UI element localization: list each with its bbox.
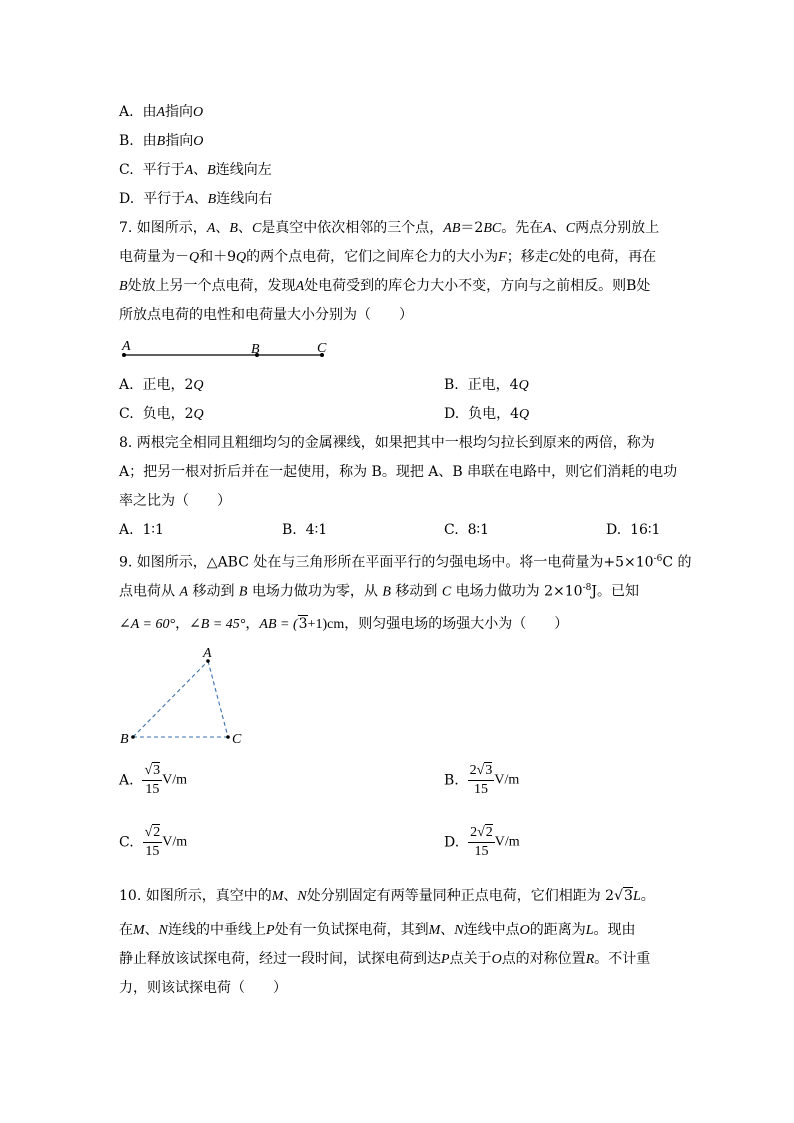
- side-ab: [133, 661, 208, 737]
- q10-stem-line-3: 静止释放该试探电荷，经过一段时间，试探电荷到达P点关于O点的对称位置R。不计重: [119, 951, 651, 967]
- q6-option-d: D. 平行于A、B连线向右: [119, 191, 273, 207]
- q7-stem-line-3: B处放上另一个点电荷，发现A处电荷受到的库仑力大小不变，方向与之前相反。则B处: [119, 278, 651, 294]
- label-a: A: [122, 339, 131, 354]
- label-b: B: [120, 732, 129, 747]
- q7-stem-line-4: 所放点电荷的电性和电荷量大小分别为（ ）: [119, 307, 413, 323]
- q10-stem-line-2: 在M、N连线的中垂线上P处有一负试探电荷，其到M、N连线中点O的距离为L。现由: [119, 922, 636, 938]
- vertex-b-dot: [131, 735, 135, 739]
- q6-option-b: B. 由B指向O: [119, 133, 204, 149]
- q7-option-a[interactable]: A. 正电，2Q: [119, 377, 204, 393]
- q6-option-c: C. 平行于A、B连线向左: [119, 162, 272, 178]
- label-c: C: [232, 732, 242, 747]
- q10-stem-line-4: 力，则该试探电荷（ ）: [119, 980, 287, 996]
- q8-option-c[interactable]: C. 8∶1: [444, 522, 490, 538]
- q9-stem-line-3: ∠A = 60°，∠B = 45°，AB = (3+1)cm，则匀强电场的场强大小为（ ）: [119, 616, 569, 632]
- q9-option-d[interactable]: D. $\frac{2√2}{15}$ V/m: [444, 825, 520, 859]
- q7-option-c[interactable]: C. 负电，2Q: [119, 406, 204, 422]
- q7-option-b[interactable]: B. 正电，4Q: [444, 377, 529, 393]
- q9-stem-line-1: 9. 如图所示，△ABC 处在与三角形所在平面平行的匀强电场中。将一电荷量为$+5\times 10^{-6}C$ 的: [119, 554, 692, 571]
- label-c: C: [317, 341, 327, 356]
- q9-figure-triangle-abc: [114, 644, 254, 750]
- q8-stem-line-2: A；把另一根对折后并在一起使用，称为 B。现把 A、B 串联在电路中，则它们消耗的电功: [119, 464, 678, 480]
- q9-option-c[interactable]: C. $\frac{√2}{15}$ V/m: [119, 825, 188, 859]
- vertex-c-dot: [226, 735, 230, 739]
- label-b: B: [251, 342, 260, 357]
- q8-stem-line-3: 率之比为（ ）: [119, 493, 231, 509]
- q7-figure-line-abc: [115, 336, 335, 362]
- q6-option-a: A. 由A指向O: [119, 104, 204, 120]
- q9-option-a[interactable]: A. $\frac{√3}{15}$ V/m: [119, 763, 188, 797]
- label-a: A: [203, 646, 212, 661]
- q7-stem-line-2: 电荷量为－Q和＋9Q的两个点电荷，它们之间库仑力的大小为F；移走C处的电荷，再在: [119, 249, 657, 265]
- q7-stem-line-1: 7. 如图所示，A、B、C是真空中依次相邻的三个点，AB＝2BC。先在A、C两点分别放上: [119, 220, 660, 236]
- q10-stem-line-1: 10. 如图所示，真空中的M、N处分别固定有两等量同种正点电荷，它们相距为 2√3L。: [119, 888, 655, 904]
- q8-stem-line-1: 8. 两根完全相同且粗细均匀的金属裸线，如果把其中一根均匀拉长到原来的两倍，称为: [119, 435, 655, 451]
- q9-stem-line-2: 点电荷从 A 移动到 B 电场力做功为零，从 B 移动到 C 电场力做功为 $2\times 10^{-8}J$。已知: [119, 583, 639, 600]
- q8-option-d[interactable]: D. 16∶1: [606, 522, 661, 538]
- side-ac: [208, 661, 228, 737]
- q7-option-d[interactable]: D. 负电，4Q: [444, 406, 530, 422]
- q8-option-b[interactable]: B. 4∶1: [282, 522, 328, 538]
- q8-option-a[interactable]: A. 1∶1: [119, 522, 164, 538]
- q9-option-b[interactable]: B. $\frac{2√3}{15}$ V/m: [444, 763, 520, 797]
